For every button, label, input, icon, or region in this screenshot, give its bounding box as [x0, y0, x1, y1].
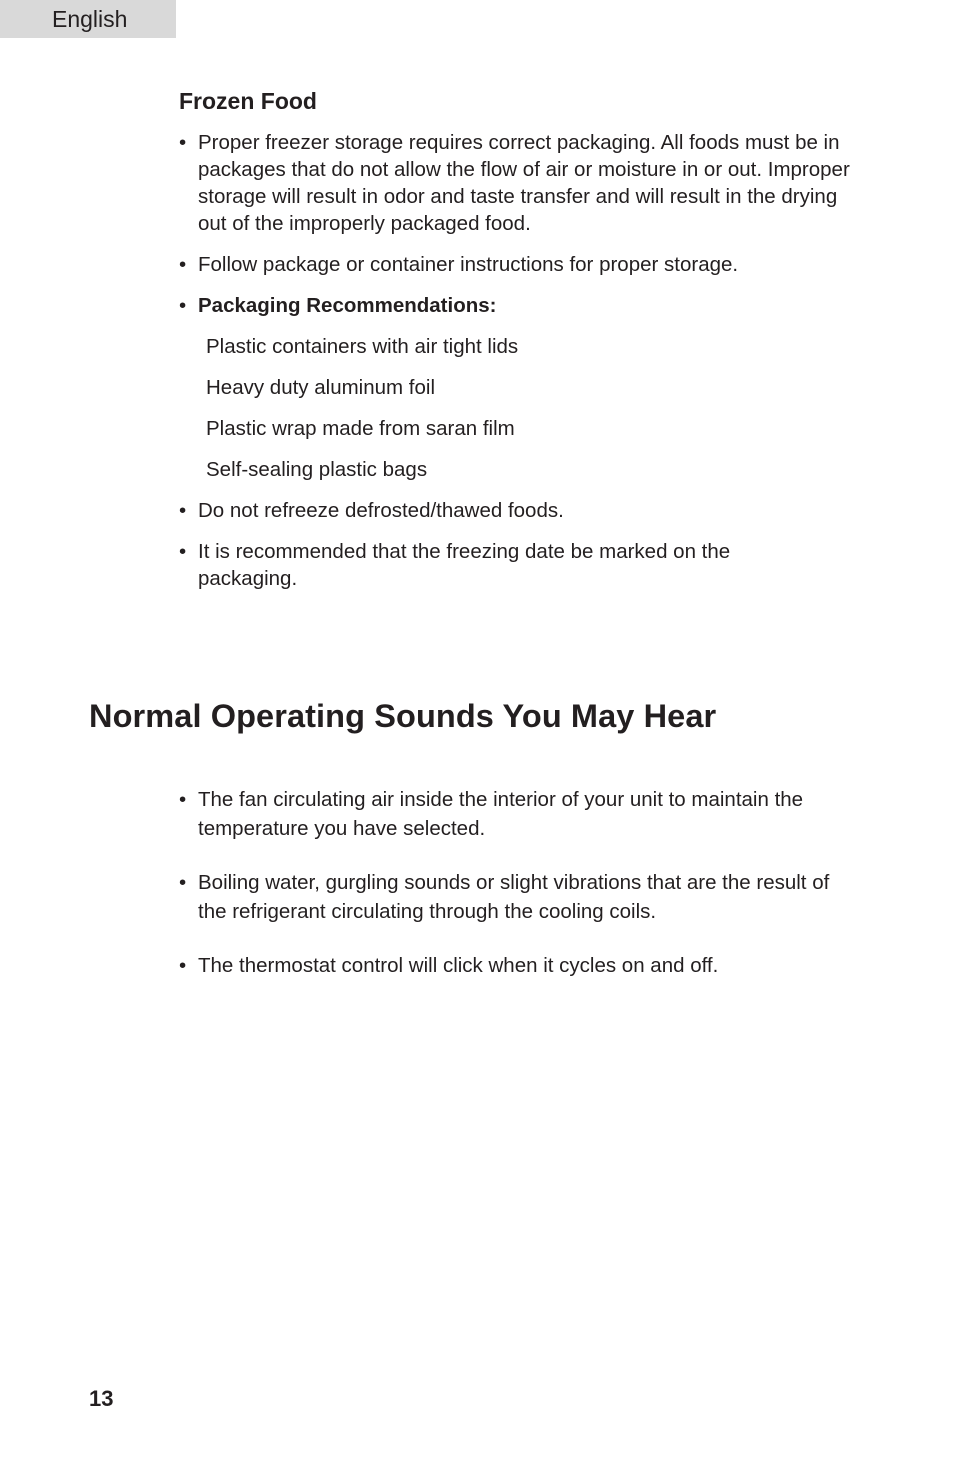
packaging-recommendations: [179, 292, 859, 319]
page-heading-operating-sounds: Normal Operating Sounds You May Hear: [89, 698, 717, 734]
list-item: • Proper freezer storage requires correct packaging. All foods must be in packages that do not allow the flow of air or moisture in or out. Improper storage will result in odor and taste transfer and will result in the drying out of the improperly packaged food.: [179, 129, 859, 237]
page-number: 13: [89, 1386, 114, 1411]
list-item: • Do not refreeze defrosted/thawed foods.: [179, 497, 859, 524]
packaging-item: Heavy duty aluminum foil: [206, 376, 436, 399]
list-item: • Boiling water, gurgling sounds or slight vibrations that are the result of the refrigerant circulating through the cooling coils.: [179, 868, 859, 926]
operating-sounds-list: [179, 785, 859, 1005]
packaging-item: Plastic containers with air tight lids: [206, 335, 519, 358]
list-item: • The fan circulating air inside the interior of your unit to maintain the temperature you have selected.: [179, 785, 859, 843]
section-title-frozen-food: Frozen Food: [179, 88, 317, 114]
packaging-item: Plastic wrap made from saran film: [206, 417, 515, 440]
packaging-label: Packaging Recommendations:: [198, 294, 497, 317]
language-tab: English: [0, 0, 176, 38]
list-item: • Follow package or container instructions for proper storage.: [179, 251, 859, 278]
list-item: • The thermostat control will click when it cycles on and off.: [179, 951, 859, 980]
frozen-food-list: [179, 129, 859, 606]
list-item: • It is recommended that the freezing date be marked on the packaging.: [179, 538, 758, 592]
packaging-item: Self-sealing plastic bags: [206, 458, 428, 481]
